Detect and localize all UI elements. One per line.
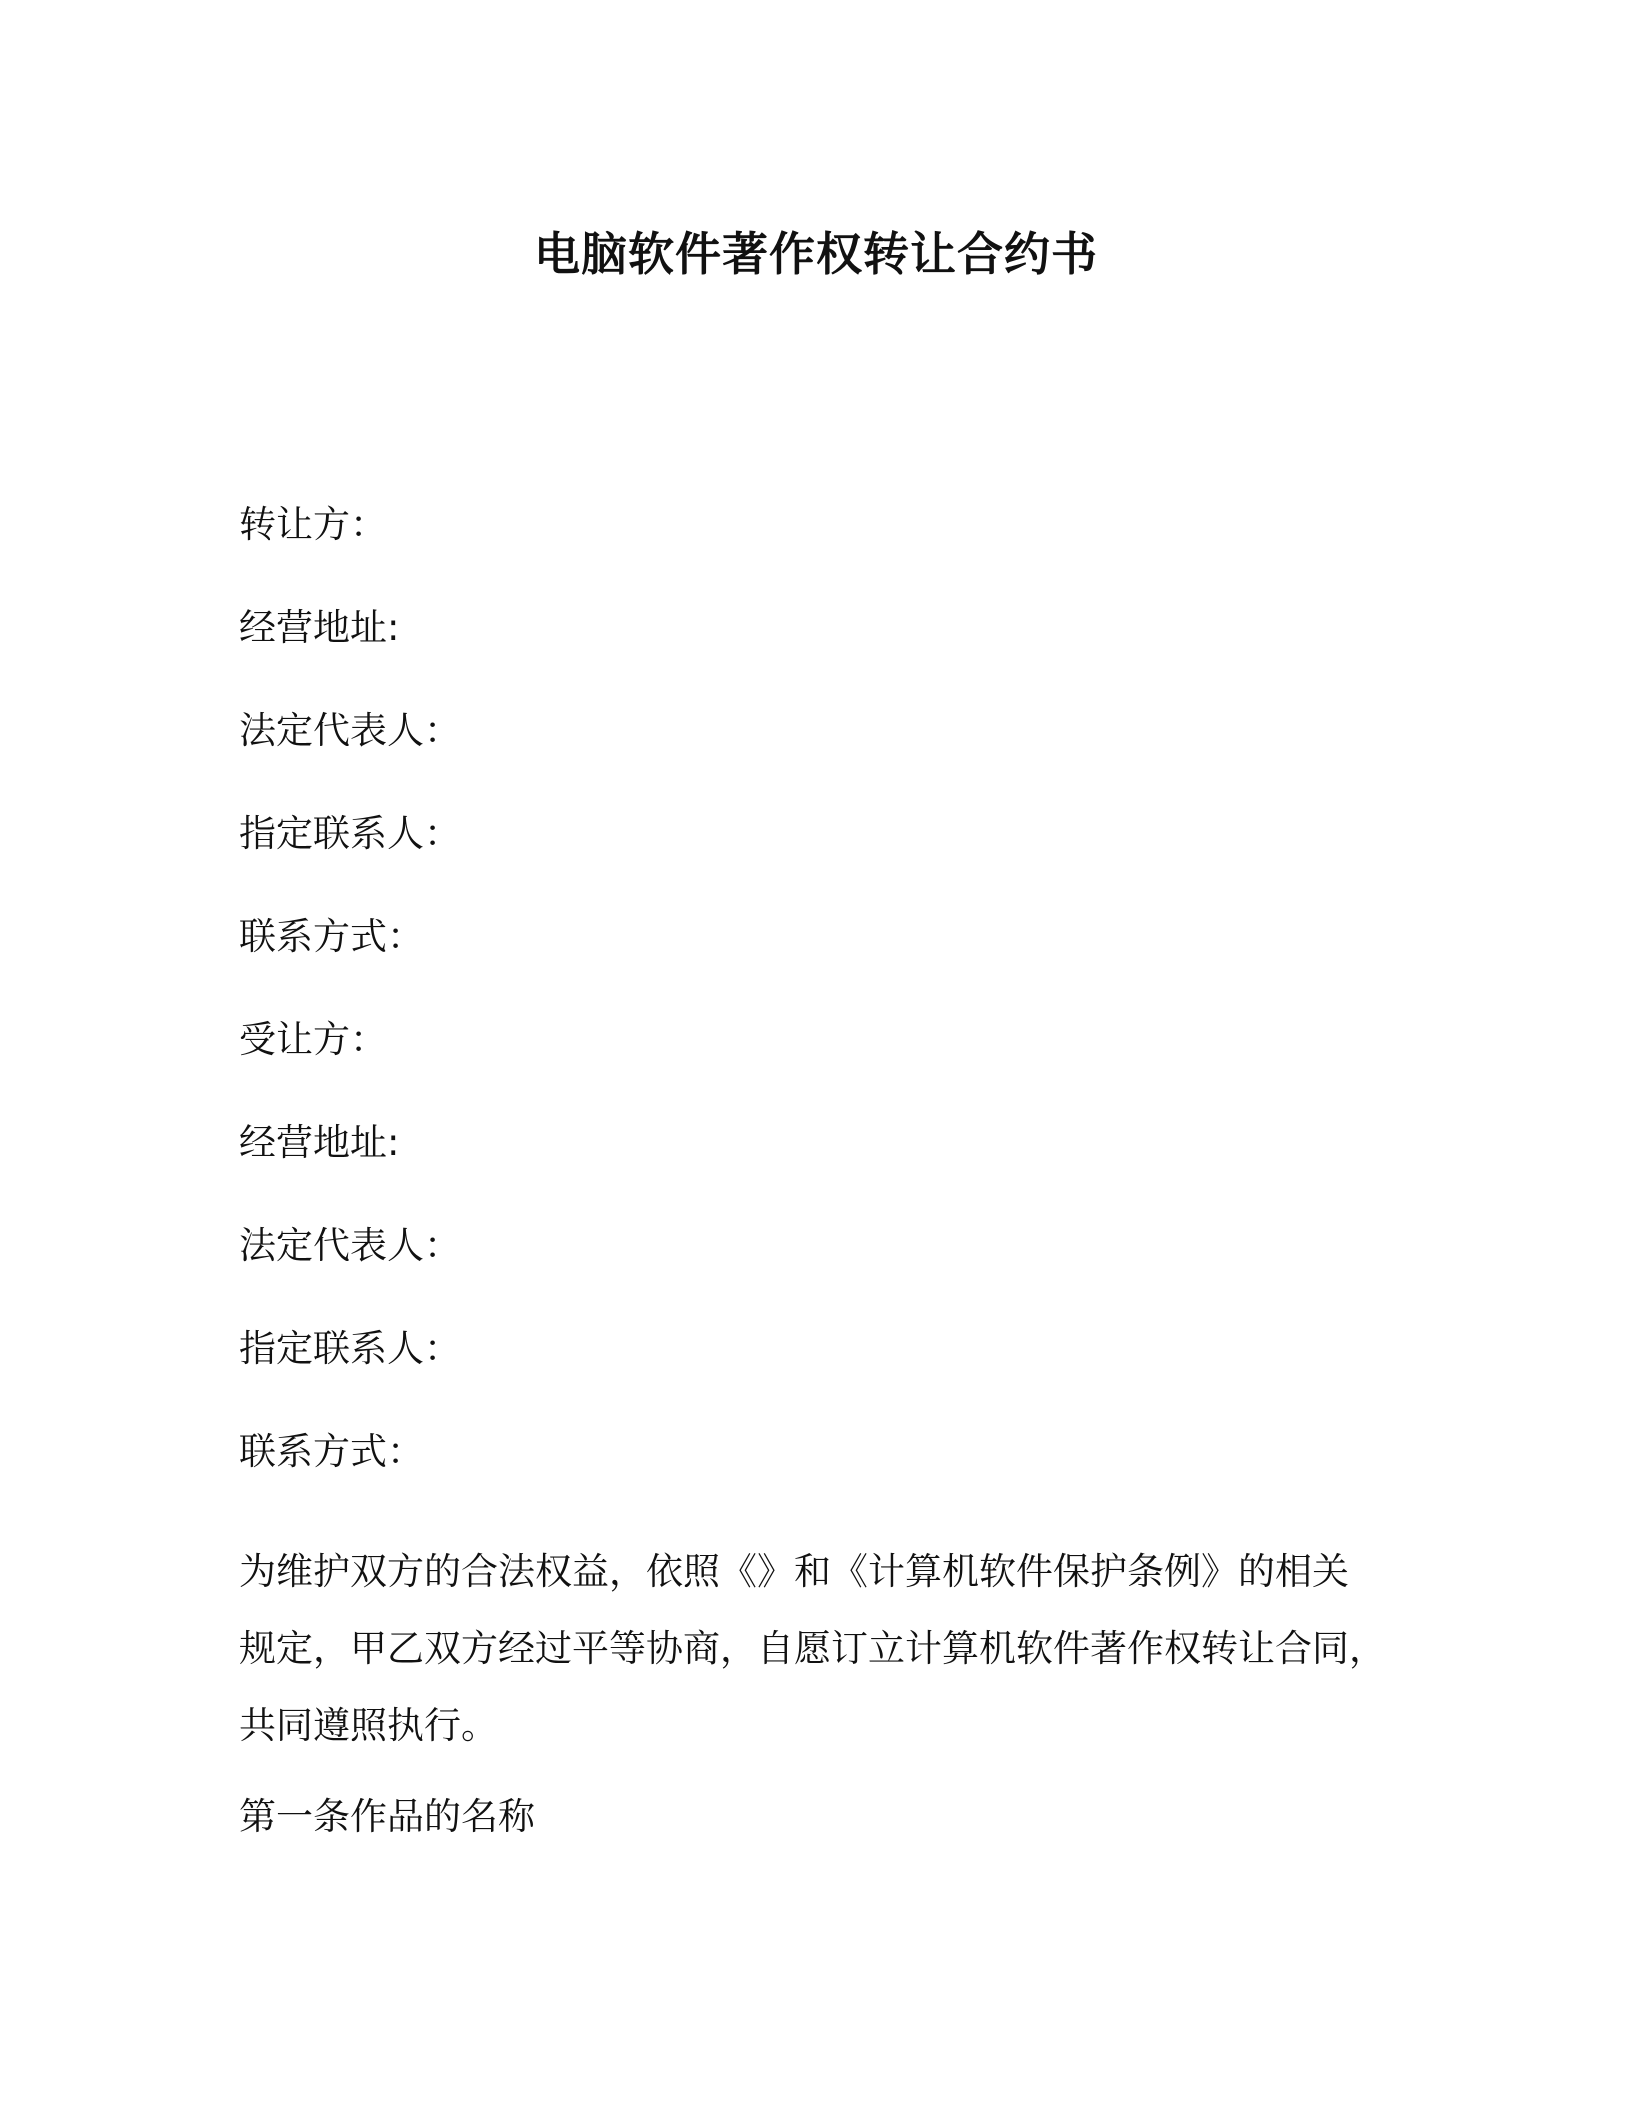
transferor-contact-person-label: 指定联系人：	[239, 812, 461, 855]
preamble-line: 为维护双方的合法权益，依照《》和《计算机软件保护条例》的相关	[239, 1550, 1349, 1593]
preamble-line: 规定，甲乙双方经过平等协商，自愿订立计算机软件著作权转让合同，	[239, 1627, 1386, 1670]
transferor-address-label: 经营地址:	[239, 606, 400, 649]
preamble-paragraph	[239, 1533, 1399, 1764]
article-1-heading: 第一条作品的名称	[239, 1795, 535, 1838]
transferee-address-label: 经营地址:	[239, 1121, 400, 1164]
transferor-label: 转让方：	[239, 503, 387, 546]
document-title: 电脑软件著作权转让合约书	[534, 227, 1098, 281]
transferee-label: 受让方：	[239, 1018, 387, 1061]
transferor-legal-rep-label: 法定代表人：	[239, 709, 461, 752]
transferee-legal-rep-label: 法定代表人：	[239, 1224, 461, 1267]
transferee-contact-person-label: 指定联系人：	[239, 1327, 461, 1370]
preamble-line: 共同遵照执行。	[239, 1704, 498, 1747]
transferor-contact-method-label: 联系方式：	[239, 915, 424, 958]
transferee-contact-method-label: 联系方式：	[239, 1430, 424, 1473]
